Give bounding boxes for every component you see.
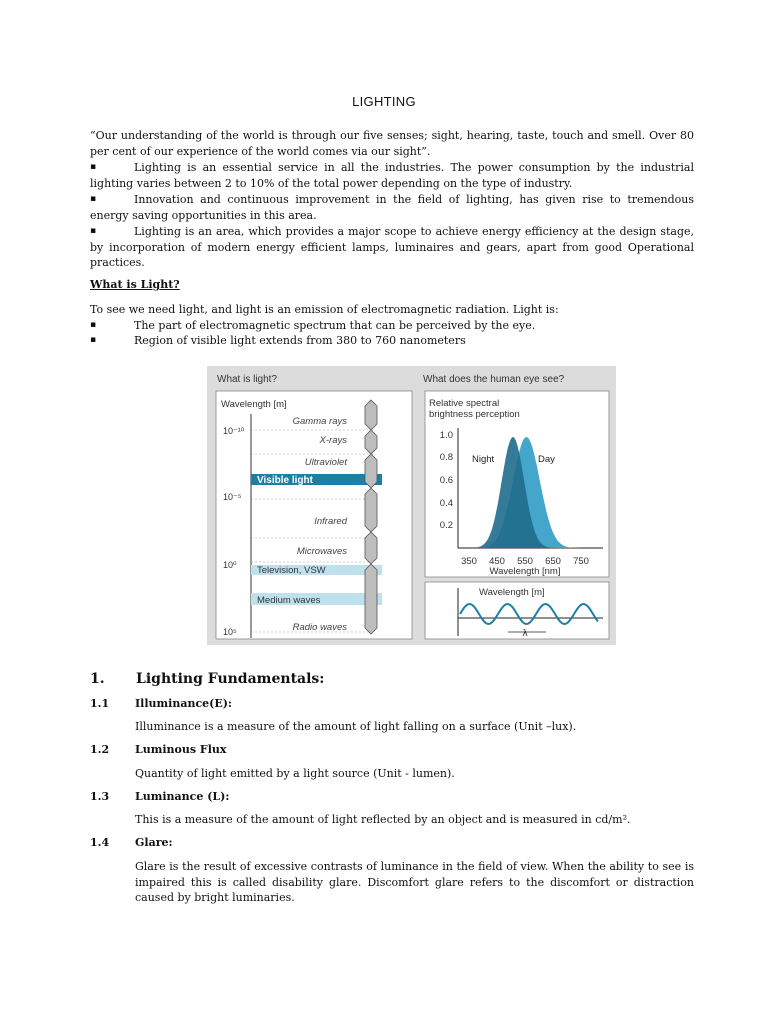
spectrum-axis-label: Wavelength [m]	[221, 399, 287, 410]
x-tick: 450	[489, 556, 505, 567]
band-medium-waves: Medium waves	[257, 595, 321, 606]
section-number: 1.	[90, 671, 105, 687]
y-tick: 0.4	[439, 498, 453, 509]
subsection-number: 1.3	[90, 790, 110, 803]
light-spectrum-figure	[207, 366, 616, 645]
band-visible-light: Visible light	[257, 475, 313, 486]
section-heading-what-is-light: What is Light?	[90, 278, 180, 291]
bullet-marker: ▪	[90, 194, 97, 204]
subsection-heading	[90, 836, 173, 849]
intro-bullet	[90, 160, 694, 191]
intro-bullet	[90, 192, 694, 223]
bullet-text: Innovation and continuous improvement in the field of lighting, has given rise to tremendous energy saving opportunities in this area.	[90, 193, 694, 222]
subsection-title: Luminance (L):	[135, 790, 230, 803]
subsection-text: This is a measure of the amount of light reflected by an object and is measured in cd/m².	[135, 813, 631, 826]
bullet-text: Lighting is an area, which provides a major scope to achieve energy efficiency at the design stage, by incorporation of modern energy efficient lamps, luminaires and gears, apart from good Operational practices.	[90, 225, 694, 269]
sensitivity-x-label: Wavelength [nm]	[489, 566, 561, 577]
sensitivity-title: Relative spectral	[429, 398, 500, 409]
bullet-text: The part of electromagnetic spectrum that can be perceived by the eye.	[134, 319, 536, 332]
band-television: Television, VSW	[257, 565, 326, 576]
subsection-text: Quantity of light emitted by a light source (Unit - lumen).	[135, 767, 455, 780]
section-lighting-fundamentals	[90, 671, 324, 687]
band-ultraviolet: Ultraviolet	[304, 457, 347, 468]
subsection-heading	[90, 790, 229, 803]
band-x-rays: X-rays	[319, 435, 347, 446]
page-title: LIGHTING	[352, 94, 416, 109]
subsection-text: Glare is the result of excessive contrasts of luminance in the field of view. When the ability to see is impaired this is called disability glare. Discomfort glare refers to the discomfort or distraction caused by bright luminaries.	[135, 860, 694, 904]
subsection-title: Illuminance(E):	[135, 697, 232, 710]
x-tick: 550	[517, 556, 533, 567]
what-is-light-text: To see we need light, and light is an emission of electromagnetic radiation. Light is:	[90, 303, 559, 316]
figure-right-title: What does the human eye see?	[423, 374, 565, 385]
band-microwaves: Microwaves	[296, 546, 347, 557]
y-tick: 0.8	[439, 452, 453, 463]
section-heading: Lighting Fundamentals:	[136, 671, 325, 687]
bullet-marker: ▪	[90, 320, 97, 330]
bullet-marker: ▪	[90, 226, 97, 236]
light-bullet	[90, 318, 694, 334]
subsection-number: 1.1	[90, 697, 110, 710]
bullet-text: Lighting is an essential service in all the industries. The power consumption by the industrial lighting varies between 2 to 10% of the total power depending on the type of industry.	[90, 161, 694, 190]
day-label: Day	[538, 454, 555, 465]
sensitivity-title: brightness perception	[429, 409, 520, 420]
light-bullet	[90, 333, 694, 349]
bullet-marker: ▪	[90, 335, 97, 345]
wave-label: Wavelength [m]	[479, 587, 545, 598]
subsection-heading	[90, 697, 232, 710]
y-tick: 0.6	[439, 475, 453, 486]
spectrum-tick: 10⁻¹⁰	[223, 426, 245, 436]
spectrum-tick: 10⁵	[223, 627, 237, 637]
figure-left-title: What is light?	[217, 374, 278, 385]
subsection-number: 1.2	[90, 743, 110, 756]
subsection-heading	[90, 743, 226, 756]
x-tick: 650	[545, 556, 561, 567]
band-infrared: Infrared	[314, 516, 347, 527]
subsection-number: 1.4	[90, 836, 110, 849]
bullet-marker: ▪	[90, 162, 97, 172]
spectrum-column-segment	[365, 454, 377, 532]
y-tick: 0.2	[439, 520, 453, 531]
intro-bullet	[90, 224, 694, 271]
spectrum-tick: 10⁰	[223, 560, 237, 570]
subsection-title: Glare:	[135, 836, 173, 849]
intro-quote: “Our understanding of the world is through our five senses; sight, hearing, taste, touch and smell. Over 80 per cent of our experience of the world comes via our sight”.	[90, 129, 694, 158]
subsection-title: Luminous Flux	[135, 743, 227, 756]
spectrum-column-segment	[365, 532, 377, 634]
subsection-text: Illuminance is a measure of the amount of light falling on a surface (Unit –lux).	[135, 720, 577, 733]
x-tick: 350	[461, 556, 477, 567]
lambda-symbol: λ	[522, 629, 528, 639]
x-tick: 750	[573, 556, 589, 567]
spectrum-tick: 10⁻⁵	[223, 492, 242, 502]
y-tick: 1.0	[439, 430, 453, 441]
night-label: Night	[472, 454, 495, 465]
band-radio-waves: Radio waves	[292, 622, 347, 633]
bullet-text: Region of visible light extends from 380 to 760 nanometers	[134, 334, 466, 347]
band-gamma-rays: Gamma rays	[292, 416, 347, 427]
